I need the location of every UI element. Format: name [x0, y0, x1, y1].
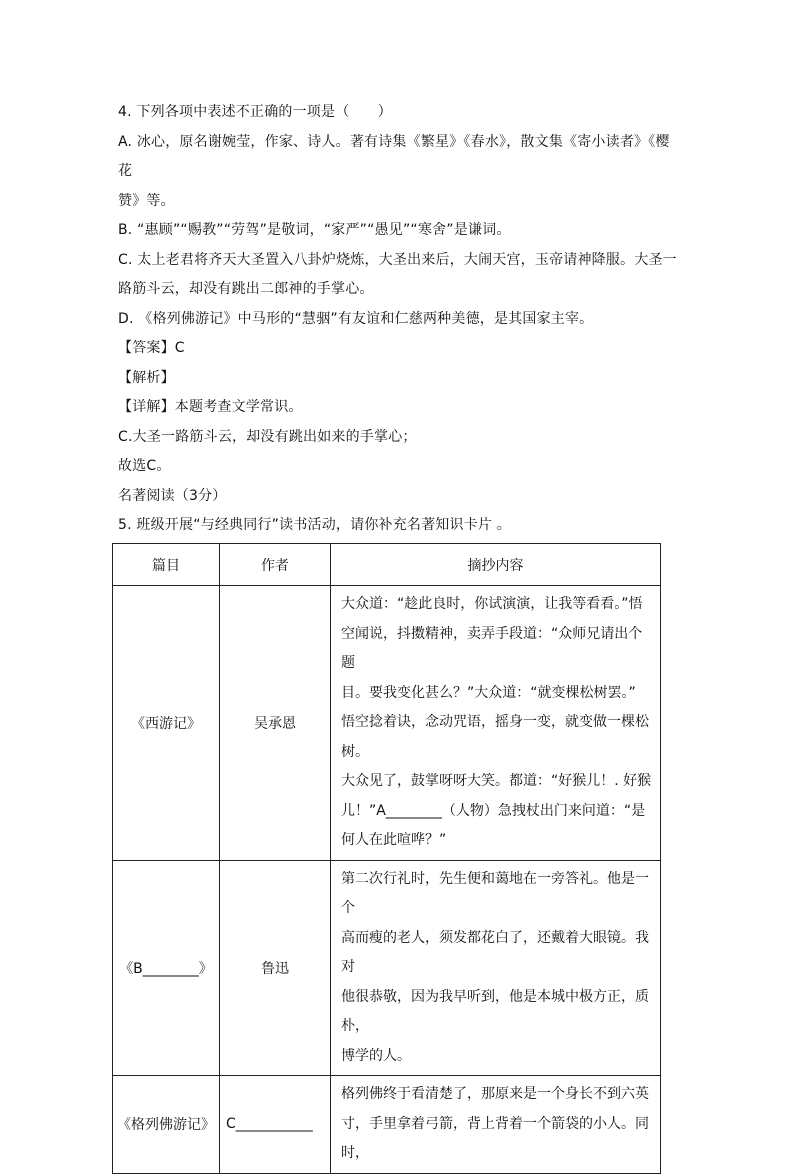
row-author: 鲁迅 — [220, 860, 331, 1076]
excerpt-line: 格列佛终于看清楚了，那原来是一个身长不到六英 — [341, 1086, 649, 1102]
question5-stem: 5. 班级开展“与经典同行”读书活动，请你补充名著知识卡片 。 — [118, 517, 511, 533]
table-row — [113, 586, 661, 861]
option-a-line1: A. 冰心，原名谢婉莹，作家、诗人。著有诗集《繁星》《春水》，散文集《寄小读者》《樱花 — [118, 133, 670, 179]
header-author: 作者 — [220, 544, 331, 586]
option-d: D. 《格列佛游记》中马形的“慧骃”有友谊和仁慈两种美德，是其国家主宰。 — [118, 310, 594, 327]
row-title: 《西游记》 — [113, 586, 220, 861]
analysis-heading: 【解析】 — [118, 369, 175, 386]
excerpt-line: 悟空捻着诀，念动咒语，摇身一变，就变做一棵松树。 — [341, 714, 649, 760]
excerpt-line: 寸，手里拿着弓箭，背上背着一个箭袋的小人。同时， — [341, 1115, 649, 1161]
correction: C.大圣一路筋斗云，却没有跳出如来的手掌心； — [118, 428, 417, 445]
excerpt-line: 空闻说，抖擞精神，卖弄手段道：“众师兄请出个题 — [341, 625, 643, 671]
option-c-line1: C. 太上老君将齐天大圣置入八卦炉烧炼，大圣出来后，大闹天宫，玉帝请神降服。大圣一 — [118, 251, 677, 268]
question4-stem: 4. 下列各项中表述不正确的一项是（ ） — [118, 104, 393, 120]
row-author: C___________ — [220, 1076, 331, 1174]
header-excerpt: 摘抄内容 — [331, 544, 661, 586]
excerpt-line: 何人在此喧哗？” — [341, 832, 447, 848]
answer: 【答案】C — [118, 340, 185, 356]
option-b: B. “惠顾”“赐教”“劳驾”是敬词，“家严”“愚见”“寒舍”是谦词。 — [118, 222, 511, 238]
section-heading: 名著阅读（3分） — [118, 487, 227, 504]
excerpt-line: 目。要我变化甚么？”大众道：“就变棵松树罢。” — [341, 684, 636, 701]
header-title: 篇目 — [113, 544, 220, 586]
table-header-row — [113, 544, 661, 586]
excerpt-line: 大众见了，鼓掌呀呀大笑。都道：“好猴儿！. 好猴 — [341, 773, 652, 789]
excerpt-line: 儿！”A________（人物）急拽杖出门来问道：“是 — [341, 802, 646, 819]
row-title: 《B________》 — [113, 860, 220, 1076]
row-title: 《格列佛游记》 — [113, 1076, 220, 1174]
excerpt-line: 高而瘦的老人，须发都花白了，还戴着大眼镜。我对 — [341, 929, 649, 975]
excerpt-line: 第二次行礼时，先生便和蔼地在一旁答礼。他是一个 — [341, 870, 649, 916]
detail: 【详解】本题考查文学常识。 — [118, 399, 303, 415]
row-author: 吴承恩 — [220, 586, 331, 861]
conclusion: 故选C。 — [118, 458, 171, 474]
excerpt-line: 他很恭敬，因为我早听到，他是本城中极方正，质朴， — [341, 988, 649, 1034]
table-row — [113, 1076, 661, 1174]
row-excerpt — [331, 860, 661, 1076]
option-a-line2: 赞》等。 — [118, 192, 175, 209]
knowledge-card-table — [112, 543, 661, 1174]
table-row — [113, 860, 661, 1076]
excerpt-line: 大众道：“趁此良时，你试演演，让我等看看。”悟 — [341, 596, 643, 612]
option-c-line2: 路筋斗云，却没有跳出二郎神的手掌心。 — [118, 281, 374, 297]
excerpt-line: 博学的人。 — [341, 1047, 411, 1064]
row-excerpt — [331, 1076, 661, 1174]
row-excerpt — [331, 586, 661, 861]
question-content — [118, 98, 678, 541]
